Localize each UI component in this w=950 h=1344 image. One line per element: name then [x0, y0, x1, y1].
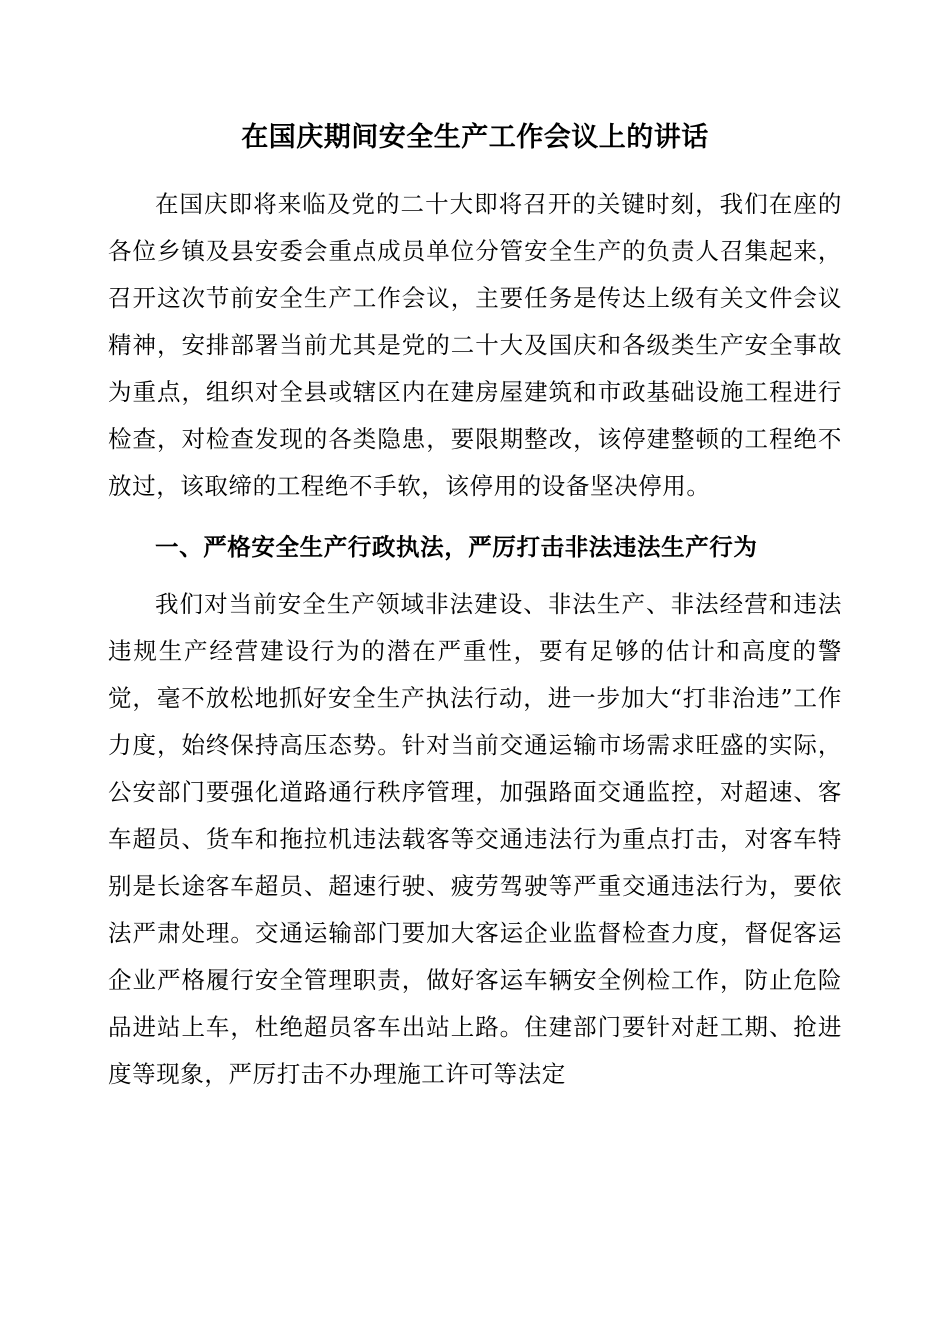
document-title: 在国庆期间安全生产工作会议上的讲话: [241, 122, 709, 153]
section-heading-one: 一、严格安全生产行政执法，严厉打击非法违法生产行为: [155, 532, 758, 561]
paragraph-intro: 在国庆即将来临及党的二十大即将召开的关键时刻，我们在座的各位乡镇及县安委会重点成员单位分管安全生产的负责人召集起来，召开这次节前安全生产工作会议，主要任务是传达上级有关文件会议精神，安排部署当前尤其是党的二十大及国庆和各级类生产安全事故为重点，组织对全县或辖区内在建房屋建筑和市政基础设施工程进行检查，对检查发现的各类隐患，要限期整改，该停建整顿的工程绝不放过，该取缔的工程绝不手软，该停用的设备坚决停用。: [108, 189, 842, 500]
document-body: [108, 181, 842, 1098]
paragraph-section-one-body: 我们对当前安全生产领域非法建设、非法生产、非法经营和违法违规生产经营建设行为的潜在严重性，要有足够的估计和高度的警觉，毫不放松地抓好安全生产执法行动，进一步加大“打非治违”工作力度，始终保持高压态势。针对当前交通运输市场需求旺盛的实际，公安部门要强化道路通行秩序管理，加强路面交通监控，对超速、客车超员、货车和拖拉机违法载客等交通违法行为重点打击，对客车特别是长途客车超员、超速行驶、疲劳驾驶等严重交通违法行为，要依法严肃处理。交通运输部门要加大客运企业监督检查力度，督促客运企业严格履行安全管理职责，做好客运车辆安全例检工作，防止危险品进站上车，杜绝超员客车出站上路。住建部门要针对赶工期、抢进度等现象，严厉打击不办理施工许可等法定: [108, 589, 842, 1088]
